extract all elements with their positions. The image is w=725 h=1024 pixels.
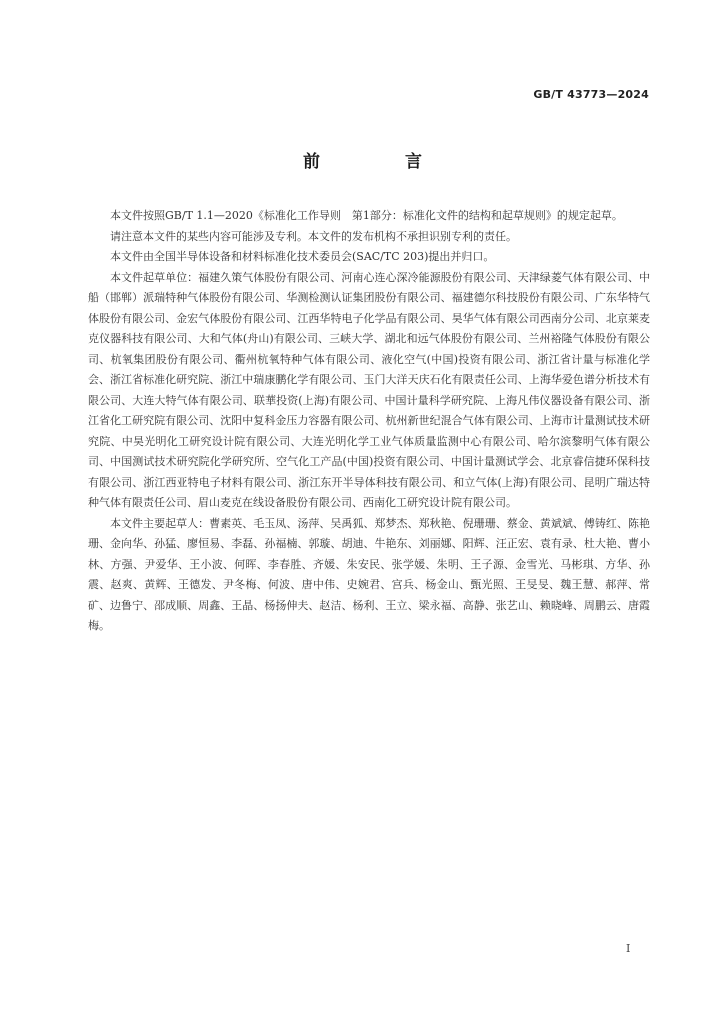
paragraph-drafting-rules: 本文件按照GB/T 1.1—2020《标准化工作导则 第1部分：标准化文件的结构和起草规则》的规定起草。 (110, 209, 623, 222)
page-title: 前 言 (303, 152, 456, 172)
paragraph-drafting-units: 本文件起草单位：福建久策气体股份有限公司、河南心连心深冷能源股份有限公司、天津绿菱气体有限公司、中船（邯郸）派瑞特种气体股份有限公司、华测检测认证集团股份有限公司、福建德尔科技股份有限公司、广东华特气体股份有限公司、金宏气体股份有限公司、江西华特电子化学品有限公司、昊华气体有限公司西南分公司、北京莱麦克仪器科技有限公司、大和气体(舟山)有限公司、三峡大学、湖北和远气体股份有限公司、兰州裕隆气体股份有限公司、杭氧集团股份有限公司、衢州杭氧特种气体有限公司、液化空气(中国)投资有限公司、浙江省计量与标准化学会、浙江省标准化研究院、浙江中瑞康鹏化学有限公司、玉门大洋天庆石化有限责任公司、上海华爱色谱分析技术有限公司、大连大特气体有限公司、联華投资(上海)有限公司、中国计量科学研究院、上海凡伟仪器设备有限公司、浙江省化工研究院有限公司、沈阳中复科金压力容器有限公司、杭州新世纪混合气体有限公司、上海市计量测试技术研究院、中昊光明化工研究设计院有限公司、大连光明化学工业气体质量监测中心有限公司、哈尔滨黎明气体有限公司、中国测试技术研究院化学研究所、空气化工产品(中国)投资有限公司、中国计量测试学会、北京睿信捷环保科技有限公司、浙江西亚特电子材料有限公司、浙江东开半导体科技有限公司、和立气体(上海)有限公司、昆明广瑞达特种气体有限责任公司、眉山麦克在线设备股份有限公司、西南化工研究设计院有限公司。 (88, 270, 650, 509)
paragraph-patent-notice: 请注意本文件的某些内容可能涉及专利。本文件的发布机构不承担识别专利的责任。 (110, 229, 517, 243)
document-body (88, 206, 650, 637)
standard-number: GB/T 43773—2024 (533, 88, 649, 101)
paragraph-proposer: 本文件由全国半导体设备和材料标准化技术委员会(SAC/TC 203)提出并归口。 (110, 250, 495, 263)
paragraph-drafters: 本文件主要起草人：曹素英、毛玉凤、汤萍、吴禹狐、郑梦杰、郑秋艳、倪珊珊、蔡金、黄斌斌、傅铸红、陈艳珊、金向华、孙猛、廖恒易、李磊、孙福楠、郭璇、胡迪、牛艳东、刘丽娜、阳辉、汪正宏、袁有录、杜大艳、曹小林、方强、尹爱华、王小波、何晖、李春胜、齐媛、朱安民、张学媛、朱明、王子源、金雪光、马彬琪、方华、孙震、赵爽、黄辉、王德发、尹冬梅、何波、唐中伟、史婉君、宫兵、杨金山、甄光照、王旻旻、魏王慧、郝萍、常矿、边鲁宁、邵成顺、周鑫、王晶、杨扬伸夫、赵洁、杨利、王立、梁永福、高静、张艺山、赖晓峰、周鹏云、唐霞梅。 (88, 516, 650, 632)
page-number: I (626, 942, 631, 955)
